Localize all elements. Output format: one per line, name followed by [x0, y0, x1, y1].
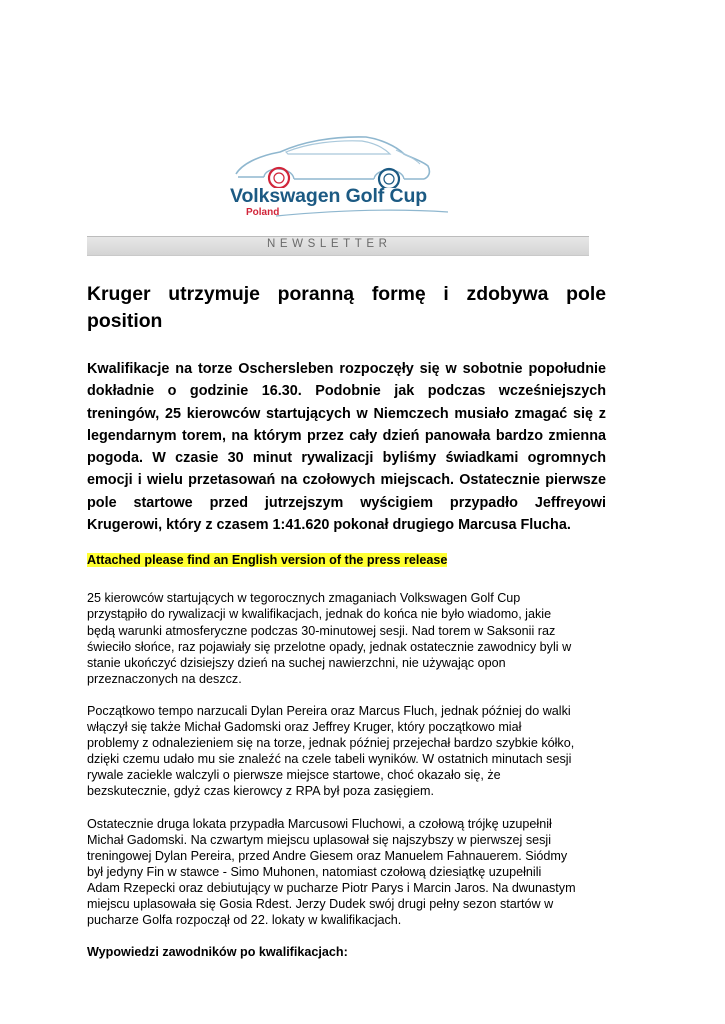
article-paragraph: 25 kierowców startujących w tegorocznych zmaganiach Volkswagen Golf Cup przystąpiło do rywalizacji w kwalifikacjach, jednak do końca nie było wiadomo, jakie będą warunki atmosferyczne podczas 30-minutowej sesji. Nad torem w Saksonii raz świeciło słońce, raz pojawiały się przelotne opady, jednak ostatecznie zawodnicy byli w stanie ukończyć dzisiejszy dzień na suchej nawierzchni, nie używając opon przeznaczonych na deszcz.	[87, 591, 572, 686]
english-version-note	[87, 552, 606, 568]
vw-golf-cup-logo	[228, 128, 450, 224]
logo-brand-text: Volkswagen Golf Cup	[230, 185, 428, 207]
newsletter-banner	[87, 236, 589, 256]
article-lead: Kwalifikacje na torze Oschersleben rozpoczęły się w sobotnie popołudnie dokładnie o godzinie 16.30. Podobnie jak podczas wcześniejszych treningów, 25 kierowców startujących w Niemczech musiało zmagać się z legendarnym torem, na którym przez cały dzień panowała bardzo zmienna pogoda. W czasie 30 minut rywalizacji byliśmy świadkami ogromnych emocji i wielu przetasowań na czołowych miejscach. Ostatecznie pierwsze pole startowe przed jutrzejszym wyścigiem przypadło Jeffreyowi Krugerowi, który z czasem 1:41.620 pokonał drugiego Marcusa Flucha.	[87, 361, 606, 534]
article	[87, 281, 606, 960]
article-title: Kruger utrzymuje poranną formę i zdobywa pole position	[87, 283, 606, 332]
newsletter-label: NEWSLETTER	[267, 238, 392, 250]
quotes-subheading: Wypowiedzi zawodników po kwalifikacjach:	[87, 945, 348, 960]
article-paragraph: Początkowo tempo narzucali Dylan Pereira oraz Marcus Fluch, jednak później do walki włączył się także Michał Gadomski oraz Jeffrey Kruger, który początkowo miał problemy z odnalezieniem się na torze, jednak później przejechał bardzo szybkie kółko, dzięki czemu udało mu sie znaleźć na czele tabeli wyników. W ostatnich minutach sesji rywale zaciekle walczyli o pierwsze miejsce startowe, choć okazało się, że bezskutecznie, gdyż czas kierowcy z RPA był poza zasięgiem.	[87, 703, 575, 799]
logo-country-text: Poland	[246, 207, 280, 218]
english-version-highlight: Attached please find an English version of the press release	[87, 553, 448, 568]
golf-car-outline-icon	[228, 128, 450, 188]
article-paragraph: Ostatecznie druga lokata przypadła Marcusowi Fluchowi, a czołową trójkę uzupełnił Michał Gadomski. Na czwartym miejscu uplasował się najszybszy w pierwszej sesji treningowej Dylan Pereira, przed Andre Giesem oraz Manuelem Fahnauerem. Siódmy był jedyny Fin w stawce - Simo Muhonen, natomiast czołową dziesiątkę uzupełnili Adam Rzepecki oraz debiutujący w pucharze Piotr Parys i Marcin Jaros. Na dwunastym miejscu uplasowała się Gosia Rdest. Jerzy Dudek swój drugi pełny sezon startów w pucharze Golfa rozpoczął od 22. lokaty w kwalifikacjach.	[87, 816, 576, 928]
